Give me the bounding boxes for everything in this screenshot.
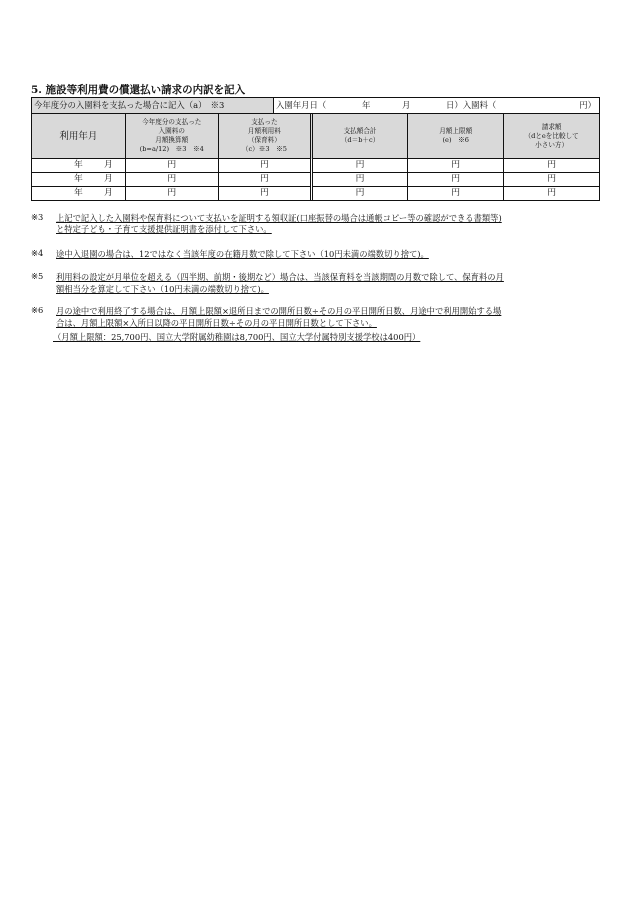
total-paid-cell[interactable]: 円: [311, 173, 407, 187]
enrollment-fee-label-right: 日）入園料（: [446, 100, 497, 110]
section-title: 5. 施設等利用費の償還払い請求の内訳を記入: [31, 84, 246, 96]
header-converted-fee: 今年度分の支払った 入園料の 月額換算額 (b=a/12) ※3 ※4: [125, 114, 218, 159]
enrollment-fee-label: 今年度分の入園料を支払った場合に記入（a） ※3: [32, 98, 274, 113]
note-text: （月額上限額：25,700円、国立大学附属幼稚園は8,700円、国立大学付属特別支援学校は400円）: [53, 332, 421, 342]
header-monthly-cap: 月額上限額 (e) ※6: [408, 114, 504, 159]
usage-month-cell[interactable]: 年 月: [32, 159, 125, 173]
monthly-fee-cell[interactable]: 円: [218, 159, 311, 173]
usage-month-cell[interactable]: 年 月: [32, 173, 125, 187]
table-row: [32, 187, 599, 201]
claim-amount-cell[interactable]: 円: [504, 187, 599, 201]
note-text: 額相当分を算定して下さい（10円未満の端数切り捨て)。: [56, 284, 269, 294]
note-mark: ※6: [31, 305, 44, 315]
converted-fee-cell[interactable]: 円: [125, 159, 218, 173]
note-mark: ※3: [31, 212, 44, 222]
monthly-cap-cell[interactable]: 円: [408, 173, 504, 187]
note-text: と特定子ども・子育て支援提供証明書を添付して下さい。: [56, 224, 272, 234]
note-text: 利用料の設定が月単位を超える（四半期、前期・後期など）場合は、当該保育料を当該期間の月数で除して、保育料の月: [56, 272, 504, 282]
note-text: 上記で記入した入園料や保育料について支払いを証明する領収証(口座振替の場合は通帳コピー等の確認ができる書類等): [56, 213, 502, 223]
total-paid-cell[interactable]: 円: [311, 159, 407, 173]
header-monthly-fee: 支払った 月額利用料 （保育料） （c）※3 ※5: [218, 114, 311, 159]
monthly-fee-cell[interactable]: 円: [218, 187, 311, 201]
header-total-paid: 支払額合計 （d＝b＋c）: [311, 114, 407, 159]
claim-breakdown-form: [31, 97, 600, 201]
table-row: [32, 159, 599, 173]
total-paid-cell[interactable]: 円: [311, 187, 407, 201]
note-mark: ※5: [31, 271, 44, 281]
header-usage-month: 利用年月: [32, 114, 125, 159]
usage-month-cell[interactable]: 年 月: [32, 187, 125, 201]
converted-fee-cell[interactable]: 円: [125, 187, 218, 201]
enrollment-fee-yen-unit: 円）: [579, 100, 596, 110]
claim-amount-cell[interactable]: 円: [504, 173, 599, 187]
note-text: 合は、月額上限額×入所日以降の平日開所日数÷その月の平日開所日数として下さい。: [56, 318, 377, 328]
enrollment-fee-input-area[interactable]: [274, 98, 599, 113]
note-mark: ※4: [31, 248, 44, 258]
note-text: 途中入退園の場合は、12ではなく当該年度の在籍月数で除して下さい（10円未満の端数切り捨て)。: [56, 249, 429, 259]
enrollment-date-label: 入園年月日（: [276, 100, 327, 110]
claim-amount-cell[interactable]: 円: [504, 159, 599, 173]
enrollment-month-unit: 月: [402, 100, 411, 110]
converted-fee-cell[interactable]: 円: [125, 173, 218, 187]
monthly-breakdown-table: [32, 114, 599, 200]
monthly-cap-cell[interactable]: 円: [408, 159, 504, 173]
monthly-cap-cell[interactable]: 円: [408, 187, 504, 201]
table-row: [32, 173, 599, 187]
note-text: 月の途中で利用終了する場合は、月額上限額×退所日までの開所日数÷その月の平日開所日数、月途中で利用開始する場: [56, 306, 502, 316]
header-claim-amount: 請求額 （dとeを比較して 小さい方）: [504, 114, 599, 159]
enrollment-year-unit: 年: [362, 100, 371, 110]
monthly-fee-cell[interactable]: 円: [218, 173, 311, 187]
enrollment-fee-row: [32, 98, 599, 114]
